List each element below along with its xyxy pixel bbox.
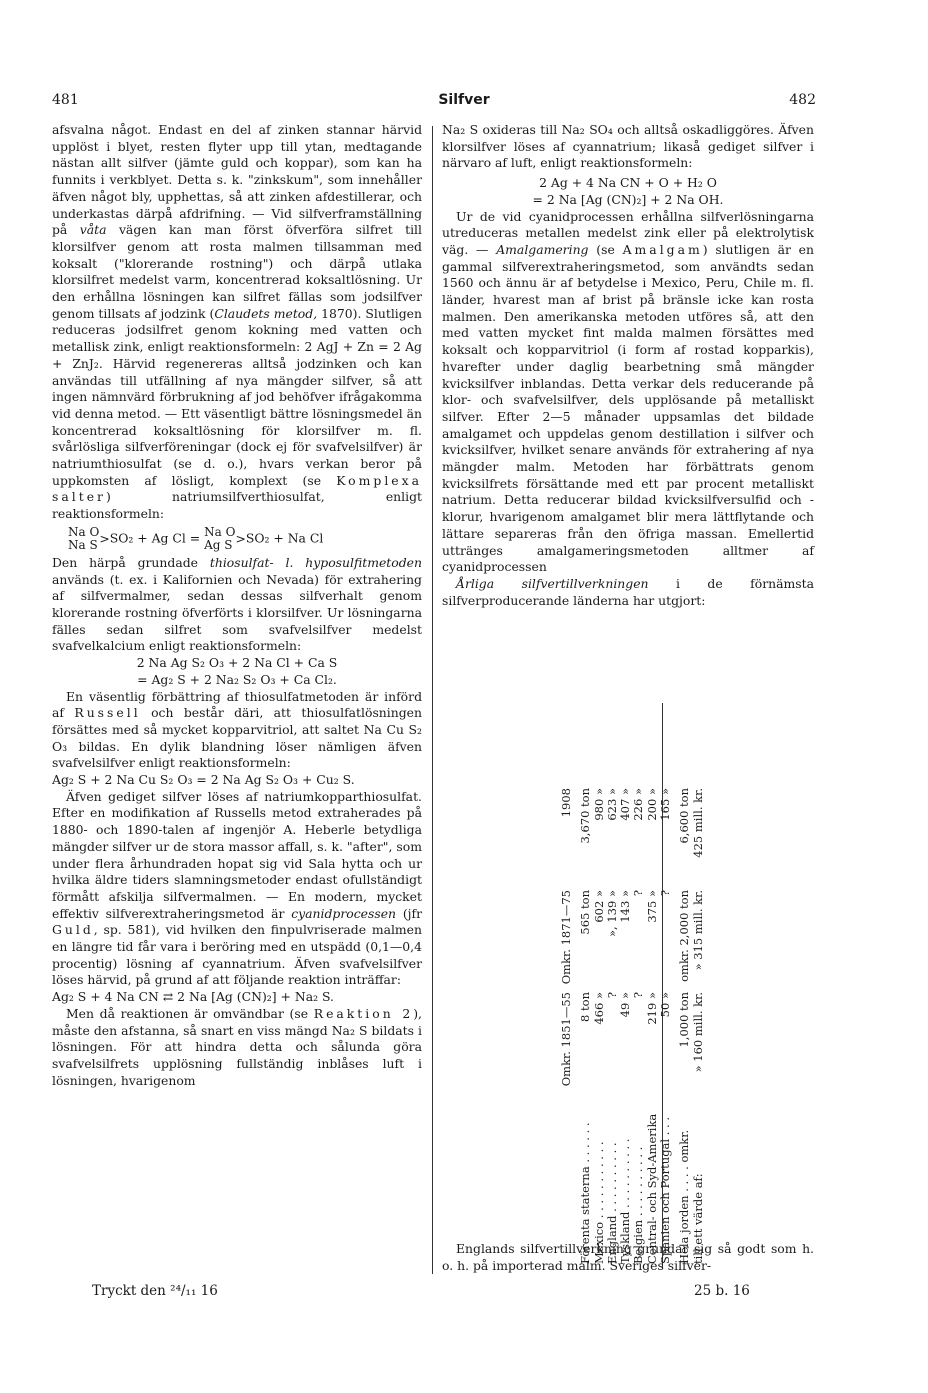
equation-line: = Ag₂ S + 2 Na₂ S₂ O₃ + Ca Cl₂. [137, 671, 337, 687]
equation-line: 2 Ag + 4 Na CN + O + H₂ O [539, 175, 717, 191]
page-number-left: 481 [52, 92, 79, 108]
equation-line: Ag₂ S + 2 Na Cu S₂ O₃ = 2 Na Ag S₂ O₃ + Cu₂ S. [52, 772, 355, 788]
column-divider [432, 126, 433, 1274]
paragraph: Årliga silfvertillverkningen i de förnämsta silfverproducerande länderna har utgjort: [442, 575, 814, 608]
paragraph: Na₂ S oxideras till Na₂ SO₄ och alltså oskadliggöres. Äfven klorsilfver löses af cyannatrium; likaså gediget silfver i närvaro af luft, enligt reaktionsformeln: [442, 122, 814, 171]
right-column-bottom [442, 1241, 814, 1274]
table-row: England . . . . . . . . . . ? », 139 » 623 » [604, 788, 619, 1264]
table-row: Förenta staterna . . . . . . 8 ton 565 ton 3,670 ton [578, 788, 593, 1264]
table-header: 1908 [559, 788, 573, 818]
page-number-right: 482 [789, 92, 816, 108]
print-date: Tryckt den ²⁴/₁₁ 16 [92, 1283, 218, 1299]
table-total-row: Hela jorden . . . . omkr. 1,000 ton omkr. 2,000 ton 6,600 ton [677, 788, 692, 1264]
table-row: Belgien . . . . . . . . . . ? ? 226 » [631, 788, 646, 1264]
table-value-row: till ett värde af: » 160 mill. kr. » 315 mill. kr. 425 mill. kr. [690, 788, 705, 1264]
paragraph: Den härpå grundade thiosulfat- l. hyposulfitmetoden används (t. ex. i Kalifornien och Nevada) för extrahering af silfvermalmer, sedan dessas silfverhalt genom klorerande rostning öfverförts i klorsilfver. Ur lösningarna fälles sedan silfret som svafvelsilfver medelst svafvelkalcium enligt reaktionsformeln: [52, 554, 422, 654]
table-row: Mexico . . . . . . . . . . . 466 » 602 » 980 » [591, 788, 606, 1264]
table-header: Omkr. 1851—55 [559, 992, 573, 1087]
paragraph: Men då reaktionen är omvändbar (se Reaktion 2), måste den afstanna, så snart en viss mängd Na₂ S bildats i lösningen. För att hindra detta och sålunda göra svafvelsilfrets upplösning fullständig inblåses luft i lösningen, hvarigenom [52, 1005, 422, 1088]
equation-line: = 2 Na [Ag (CN)₂] + 2 Na OH. [532, 191, 724, 207]
paragraph: En väsentlig förbättring af thiosulfatmetoden är införd af Russell och består däri, att thiosulfatlösningen försättes med så mycket kopparvitriol, att saltet Na Cu S₂ O₃ bildas. En dylik blandning löser nämligen äfven svafvelsilfver enligt reaktionsformeln: [52, 688, 422, 771]
equation-line: 2 Na Ag S₂ O₃ + 2 Na Cl + Ca S [136, 655, 338, 671]
table-header: Omkr. 1871—75 [559, 890, 573, 985]
paragraph: afsvalna något. Endast en del af zinken stannar härvid upplöst i blyet, resten flyter upp till ytan, medtagande nästan allt silfver (jämte guld och koppar), som kan ha funnits i verkblyet. Detta s. k. "zinkskum", som innehåller äfven något bly, upphettas, så att zinken afdestillerar, och underkastas därpå afdrifning. — Vid silfverframställning på våta vägen kan man först öfverföra silfret till klorsilfver genom att rosta malmen tillsamman med koksalt ("klorerande rostning") och därpå utlaka klorsilfret medelst varm, koncentrerad koksaltlösning. Ur den erhållna lösningen kan silfret fällas som jodsilfver genom tillsats af jodzink (Claudets metod, 1870). Slutligen reduceras jodsilfret genom kokning med vatten och metallisk zink, enligt reaktionsformeln: 2 AgJ + Zn = 2 Ag + ZnJ₂. Härvid regenereras alltså jodzinken och kan användas till utfällning af nya mängder silfver, så att ingen nämnvärd förbrukning af jod behöfver ifrågakomma vid denna metod. — Ett väsentligt bättre lösningsmedel än koncentrerad koksaltlösning för klorsilfver m. fl. svårlösliga silfverföreningar (dock ej för svafvelsilfver) är natriumthiosulfat (se d. o.), hvars verkan beror på uppkomsten af lösligt, komplext (se Komplexa salter) natriumsilfverthiosulfat, enligt reaktionsformeln: [52, 122, 422, 522]
page-title: Silfver [438, 92, 490, 108]
equation-thiosulfate: Na O Na S >SO₂ + Ag Cl = Na O Ag S >SO₂ + Na Cl [68, 524, 324, 552]
paragraph: Ur de vid cyanidprocessen erhållna silfverlösningarna utreduceras metallen medelst zink eller på elektrolytisk väg. — Amalgamering (se Amalgam) slutligen är en gammal silfverextraheringsmetod, som användts sedan 1560 och ännu är af betydelse i Mexico, Peru, Chile m. fl. länder, hvarest man af brist på bränsle icke kan rosta malmen. Den amerikanska metoden utföres så, att den med vatten mycket fint malda malmen försättes med koksalt och kopparvitriol (i form af rostad kopparkis), hvarefter under daglig bearbetning små mängder kvicksilfver inblandas. Detta verkar dels reducerande på klor- och svafvelsilfver, dels upplösande på metalliskt silfver. Efter 2—5 månader uppsamlas det bildade amalgamet och uppdelas genom destillation i silfver och kvicksilfver, hvilket senare används för extrahering af nya mängder malm. Metoden har förbättrats genom kvicksilfrets försättande med ett par procent metalliskt natrium. Detta reducerar bildad kvicksilfversulfid och -klorur, hvarigenom amalgamet blir mera lättflytande och lättare separeras från den öfriga massan. Emellertid uttränges amalgameringsmetoden alltmer af cyanidprocessen [442, 208, 814, 575]
sheet-signature: 25 b. 16 [694, 1283, 750, 1299]
table-row: Central- och Syd-Amerika 219 » 375 » 200 » [644, 788, 659, 1264]
paragraph: Englands silfvertillverkning grundar sig så godt som h. o. h. på importerad malm. Sveriges silfver- [442, 1241, 814, 1273]
table-row: Tyskland . . . . . . . . . . 49 » 143 » 407 » [618, 788, 633, 1264]
left-column [52, 122, 422, 1089]
right-column [442, 122, 814, 609]
production-table [560, 700, 840, 1267]
paragraph: Äfven gediget silfver löses af natriumkopparthiosulfat. Efter en modifikation af Russells metod extraherades på 1880- och 1890-talen af ingenjör A. Heberle betydliga mängder silfver ur de stora massor affall, s. k. "after", som under flera århundraden hopat sig vid Sala hytta och ur hvilka äldre tiders slamningsmetoder endast ofullständigt förmått afskilja silfvermalmen. — En modern, mycket effektiv silfverextraheringsmetod är cyanidprocessen (jfr Guld, sp. 581), vid hvilken den finpulvriserade malmen en längre tid får vara i beröring med en utspädd (0,1—0,4 procentig) lösning af cyannatrium. Äfven svafvelsilfver löses härvid, på grund af att följande reaktion inträffar: [52, 788, 422, 988]
equation-cyanide: Ag₂ S + 4 Na CN ⇄ 2 Na [Ag (CN)₂] + Na₂ S. [52, 989, 334, 1005]
table-row: Spanien och Portugal . . . 50 » ? 165 » [658, 788, 673, 1264]
table-header-row [560, 785, 579, 1267]
